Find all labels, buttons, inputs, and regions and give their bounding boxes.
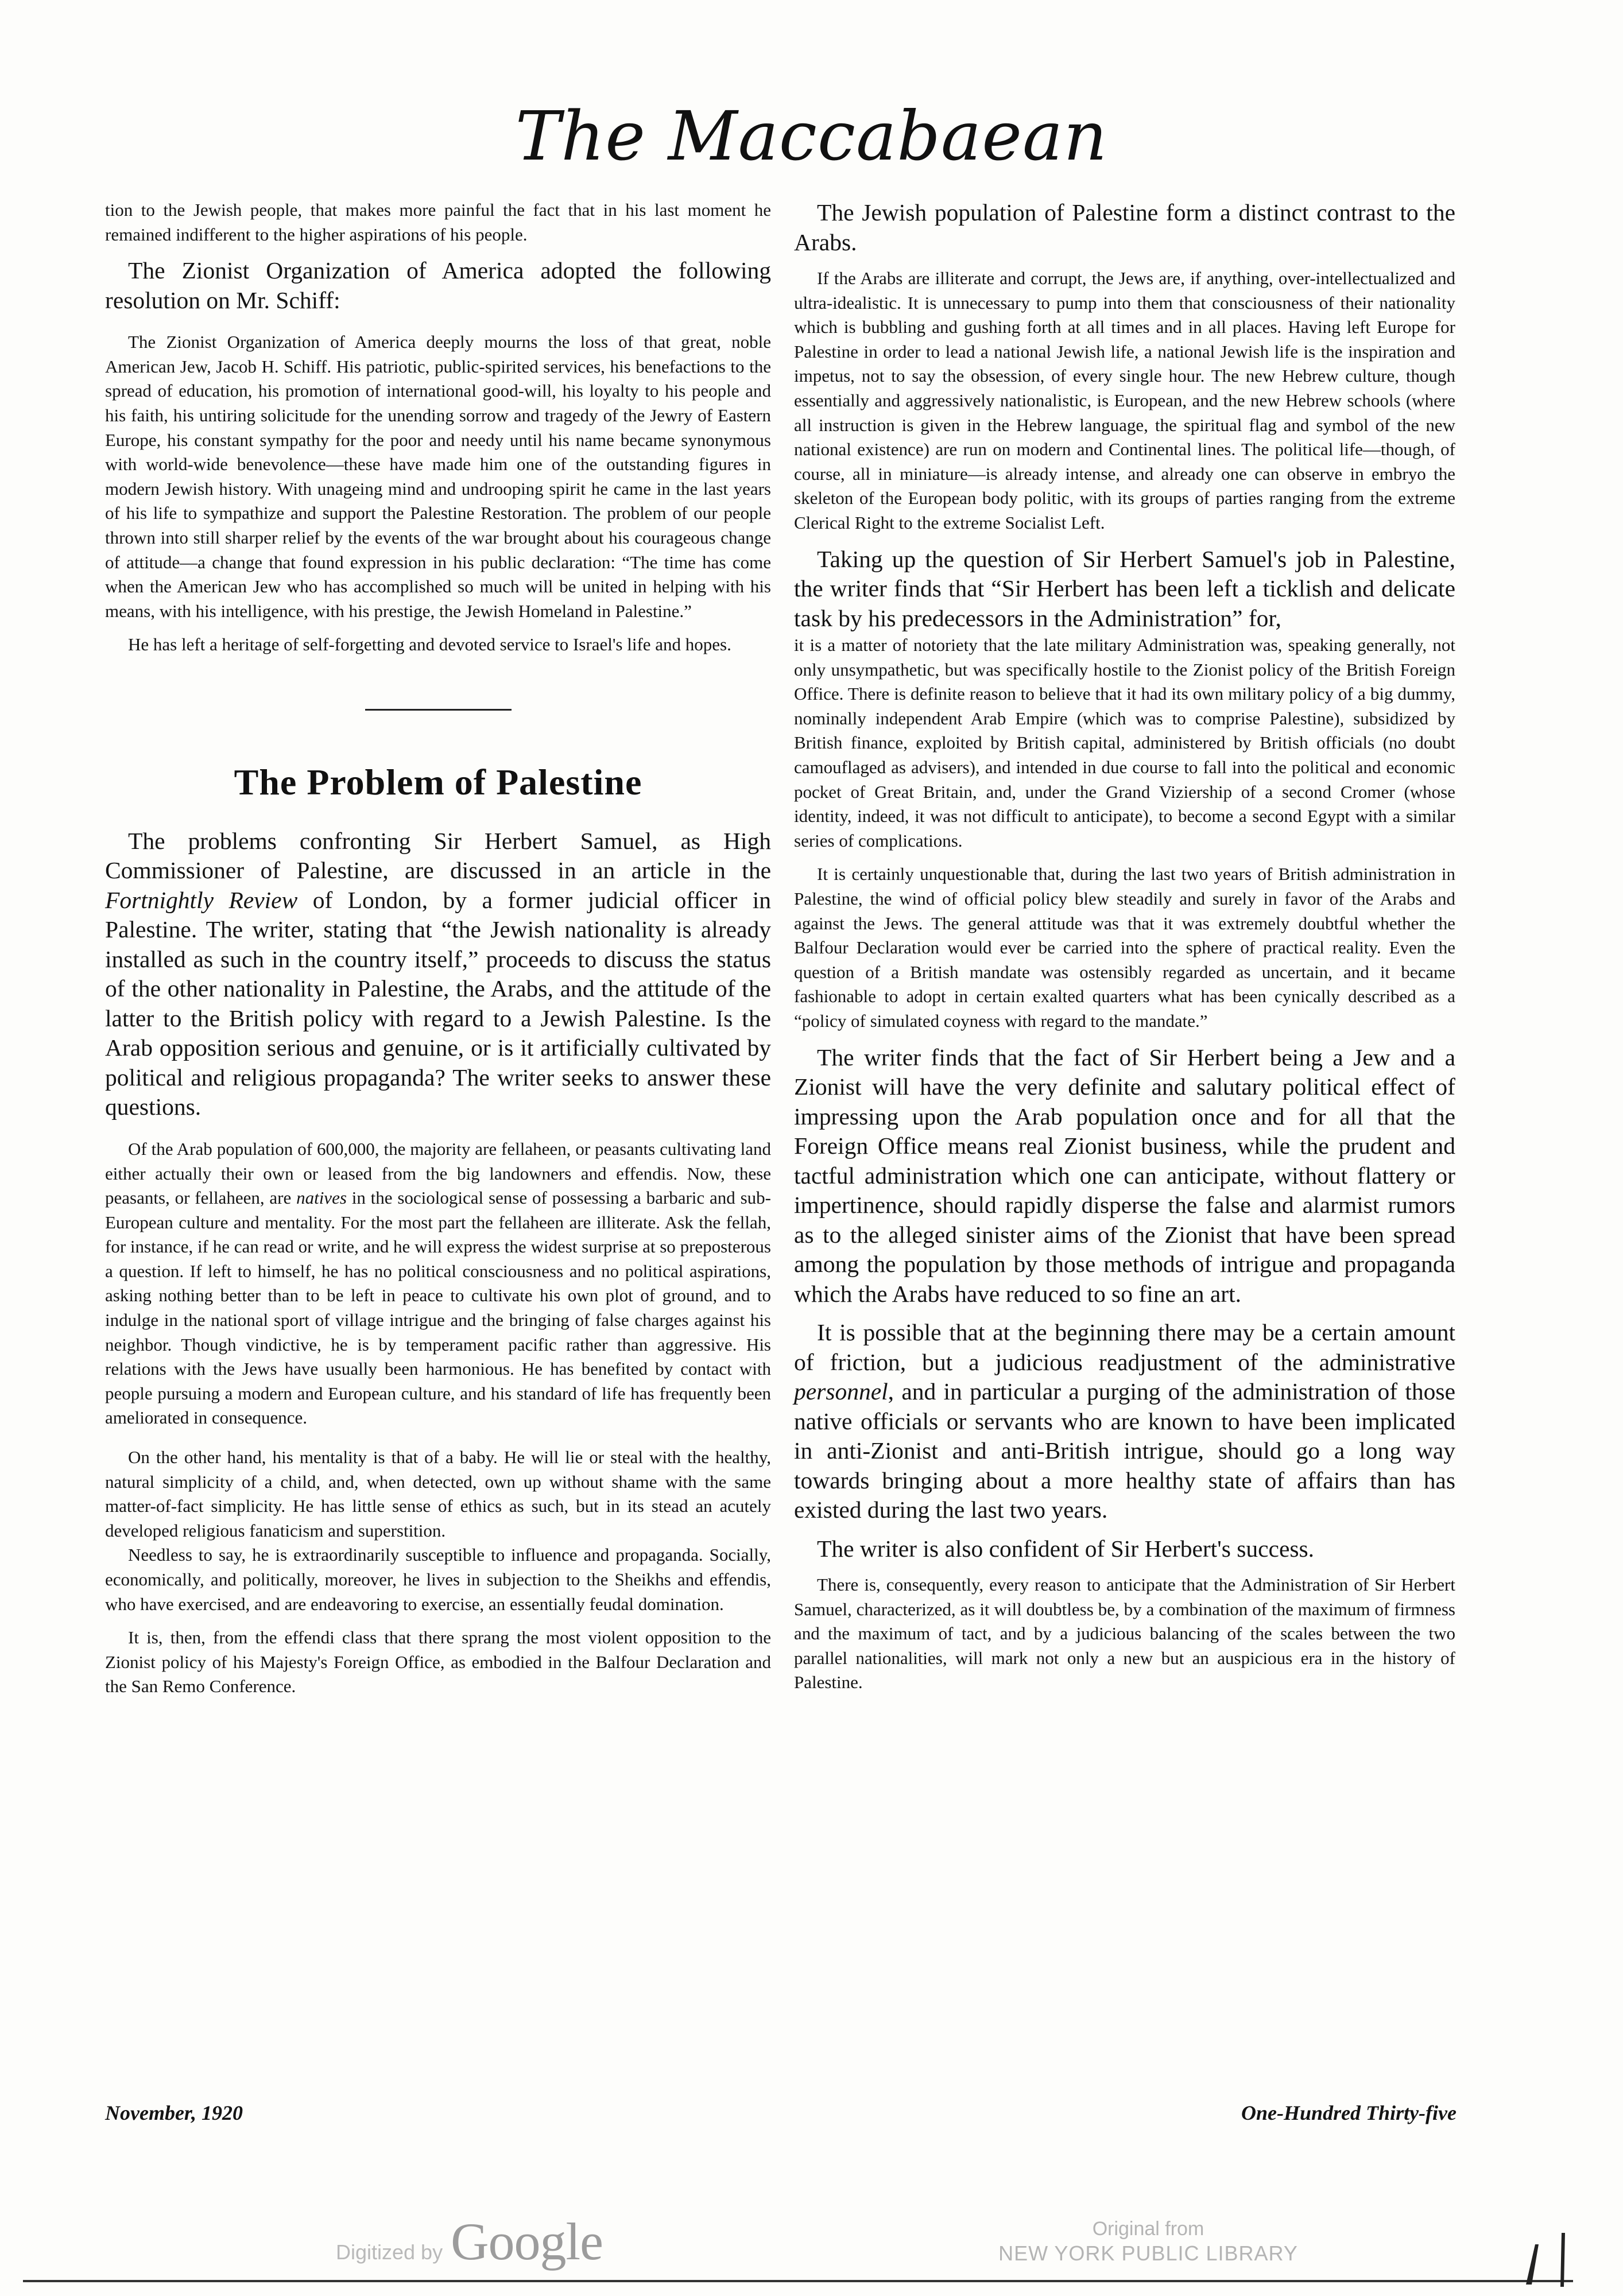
jewish-population-quote: If the Arabs are illiterate and corrupt, the Jews are, if anything, over-intellectualized and ultra-idealistic. It is unnecessary to pump into them that consciousness of their nationality which is bubbling and gushing forth at all times and in all places. Having left Europe for Palestine in order to lead a national Jewish life, a national Jewish life is the inspiration and impetus, not to say the obsession, of every single hour. The new Hebrew culture, though essentially and aggressively nationalistic, is European, and the new Hebrew schools (where all instruction is given in the Hebrew language, the spiritual flag and symbol of the new national existence) are run on modern and Continental lines. The political life—though, of course, all in miniature—is already intense, and already one can observe in embryo the skeleton of the European body politic, with its groups of parties ranging from the extreme Clerical Right to the extreme Socialist Left. bbox=[794, 268, 1455, 533]
footer-page-number: One-Hundred Thirty-five bbox=[1241, 2101, 1457, 2124]
original-from-label: Original from bbox=[1092, 2218, 1204, 2240]
mentality-paragraph: On the other hand, his mentality is that of a baby. He will lie or steal with the healthy, natural simplicity of a child, and, when detected, own up without shame with the same matter-of-fact simplicity. He has little sense of ethics as such, but in its stead an acutely developed religious fanaticism and superstition. bbox=[105, 1447, 771, 1541]
digitized-by-label: Digitized by bbox=[336, 2240, 443, 2264]
resolution-intro: The Zionist Organization of America adopted the following resolution on Mr. Schiff: bbox=[105, 257, 771, 313]
propaganda-paragraph: Needless to say, he is extraordinarily susceptible to influence and propaganda. Socially, economically, and politically, moreover, he lives in subjection to the Sheikhs and effendis, who have exercised, and are endeavoring to exercise, an essentially feudal domination. bbox=[105, 1545, 771, 1614]
section-divider bbox=[365, 709, 512, 711]
political-effect-paragraph: The writer finds that the fact of Sir Herbert being a Jew and a Zionist will have the very definite and salutary political effect of impressing upon the Arab population once and for all that the Foreign Office means real Zionist business, while the prudent and tactful administration which one can anticipate, without flattery or impertinence, should rapidly disperse the false and alarmist rumors as to the alleged sinister aims of the Zionist that have been spread among the population by those methods of intrigue and propaganda which the Arabs have reduced to so fine an art. bbox=[794, 1044, 1455, 1307]
friction-paragraph: It is possible that at the beginning there may be a certain amount of friction, but a judicious readjustment of the administrative personnel, and in particular a purging of the administration of those native officials or servants who are known to have been implicated in anti-Zionist and anti-British intrigue, should go a long way towards bringing about a more healthy state of affairs than has existed during the last two years. bbox=[794, 1319, 1455, 1523]
library-name: NEW YORK PUBLIC LIBRARY bbox=[998, 2241, 1298, 2265]
google-logo: Google bbox=[451, 2212, 603, 2271]
jewish-population-intro: The Jewish population of Palestine form a distinct contrast to the Arabs. bbox=[794, 199, 1455, 255]
right-column bbox=[794, 198, 1455, 1695]
scan-edge-line bbox=[23, 2280, 1573, 2282]
resolution-text: The Zionist Organization of America deeply mourns the loss of that great, noble American Jew, Jacob H. Schiff. His patriotic, public-spirited services, his benefactions to the spread of education, his promotion of international good-will, his loyalty to his people and his faith, his untiring solicitude for the unending sorrow and tragedy of the Jewry of Eastern Europe, his constant sympathy for the poor and needy until his name became synonymous with world-wide benevolence—these have made him one of the outstanding figures in modern Jewish history. With unageing mind and undrooping spirit he came in the last years of his life to sympathize and support the Palestine Restoration. The problem of our people thrown into still sharper relief by the events of the war brought about his courageous change of attitude—a change that found expression in his public declaration: “The time has come when the American Jew who has accomplished so much will be united in helping with his means, with his intelligence, with his prestige, the Jewish Homeland in Palestine.” bbox=[105, 332, 771, 621]
military-administration-quote: it is a matter of notoriety that the late military Administration was, speaking generally, not only unsympathetic, but was specifically hostile to the Zionist policy of the British Foreign Office. There is definite reason to believe that it had its own military policy of a big dummy, nominally independent Arab Empire (which was to comprise Palestine), subsidized by British finance, exploited by British capital, administered by British officials (no doubt camouflaged as advisers), and intended in due course to fall into the political and economic pocket of Great Britain, and, under the Grand Viziership of a second Cromer (whose identity, indeed, it was not difficult to anticipate), to become a second Egypt with a similar series of complications. bbox=[794, 635, 1455, 851]
footer-date: November, 1920 bbox=[105, 2101, 243, 2124]
masthead-title: The Maccabaean bbox=[515, 96, 1108, 176]
arab-population-paragraph: Of the Arab population of 600,000, the majority are fellaheen, or peasants cultivating land either actually their own or leased from the big landowners and effendis. Now, these peasants, or fellaheen, are natives in the sociological sense of possessing a barbaric and sub-European culture and mentality. For the most part the fellaheen are illiterate. Ask the fellah, for instance, if he can read or write, and he will express the widest surprise at so preposterous a question. If left to himself, he has no political consciousness and no political aspirations, asking nothing better than to be left in peace to cultivate his own plot of ground, and to indulge in the national sport of village intrigue and the bringing of false charges against his neighbor. Though vindictive, he is by temperament pacific rather than aggressive. His relations with the Jews have usually been harmonious. He has benefited by contact with people pursuing a modern and European culture, and his standard of life has frequently been ameliorated in consequence. bbox=[105, 1138, 771, 1428]
publication-title: Fortnightly Review bbox=[105, 886, 298, 913]
scan-corner-mark bbox=[1521, 2227, 1573, 2290]
continued-paragraph: tion to the Jewish people, that makes more painful the fact that in his last moment he remained indifferent to the higher aspirations of his people. bbox=[105, 200, 771, 245]
article-lead: The problems confronting Sir Herbert Samuel, as High Commissioner of Palestine, are discussed in an article in the Fortnightly Review of London, by a former judicial officer in Palestine. The writer, stating that “the Jewish nationality is already installed as such in the country itself,” proceeds to discuss the status of the other nationality in Palestine, the Arabs, and the attitude of the latter to the British policy with regard to a Jewish Palestine. Is the Arab opposition serious and genuine, or is it artificially cultivated by political and religious propaganda? The writer seeks to answer these questions. bbox=[105, 827, 772, 1120]
success-paragraph: The writer is also confident of Sir Herbert's success. bbox=[817, 1535, 1315, 1562]
left-column bbox=[105, 198, 771, 1699]
british-policy-quote: It is certainly unquestionable that, during the last two years of British administration in Palestine, the wind of official policy blew steadily and surely in favor of the Arabs and against the Jews. The general attitude was that it was extremely doubtful whether the Balfour Declaration would ever be carried into the sphere of practical reality. Even the question of a British mandate was ostensibly regarded as uncertain, and it became fashionable to adopt in certain exalted quarters what has been cynically described as a “policy of simulated coyness with regard to the mandate.” bbox=[794, 864, 1455, 1031]
google-watermark bbox=[336, 2211, 603, 2272]
samuel-task-paragraph: Taking up the question of Sir Herbert Samuel's job in Palestine, the writer finds that “Sir Herbert has been left a ticklish and delicate task by his predecessors in the Administration” for, bbox=[794, 545, 1455, 631]
closing-quote: There is, consequently, every reason to anticipate that the Administration of Sir Herbert Samuel, characterized, as it will doubtless be, by a combination of the maximum of firmness and the maximum of tact, and by a judicious balancing of the scales between the two parallel nationalities, will mark not only a new but an auspicious era in the history of Palestine. bbox=[794, 1574, 1455, 1693]
heritage-paragraph: He has left a heritage of self-forgetting and devoted service to Israel's life and hopes. bbox=[128, 634, 731, 655]
effendi-paragraph: It is, then, from the effendi class that there sprang the most violent opposition to the Zionist policy of his Majesty's Foreign Office, as embodied in the Balfour Declaration and the San Remo Conference. bbox=[105, 1627, 771, 1697]
article-headline: The Problem of Palestine bbox=[234, 761, 642, 802]
library-watermark bbox=[976, 2217, 1320, 2266]
